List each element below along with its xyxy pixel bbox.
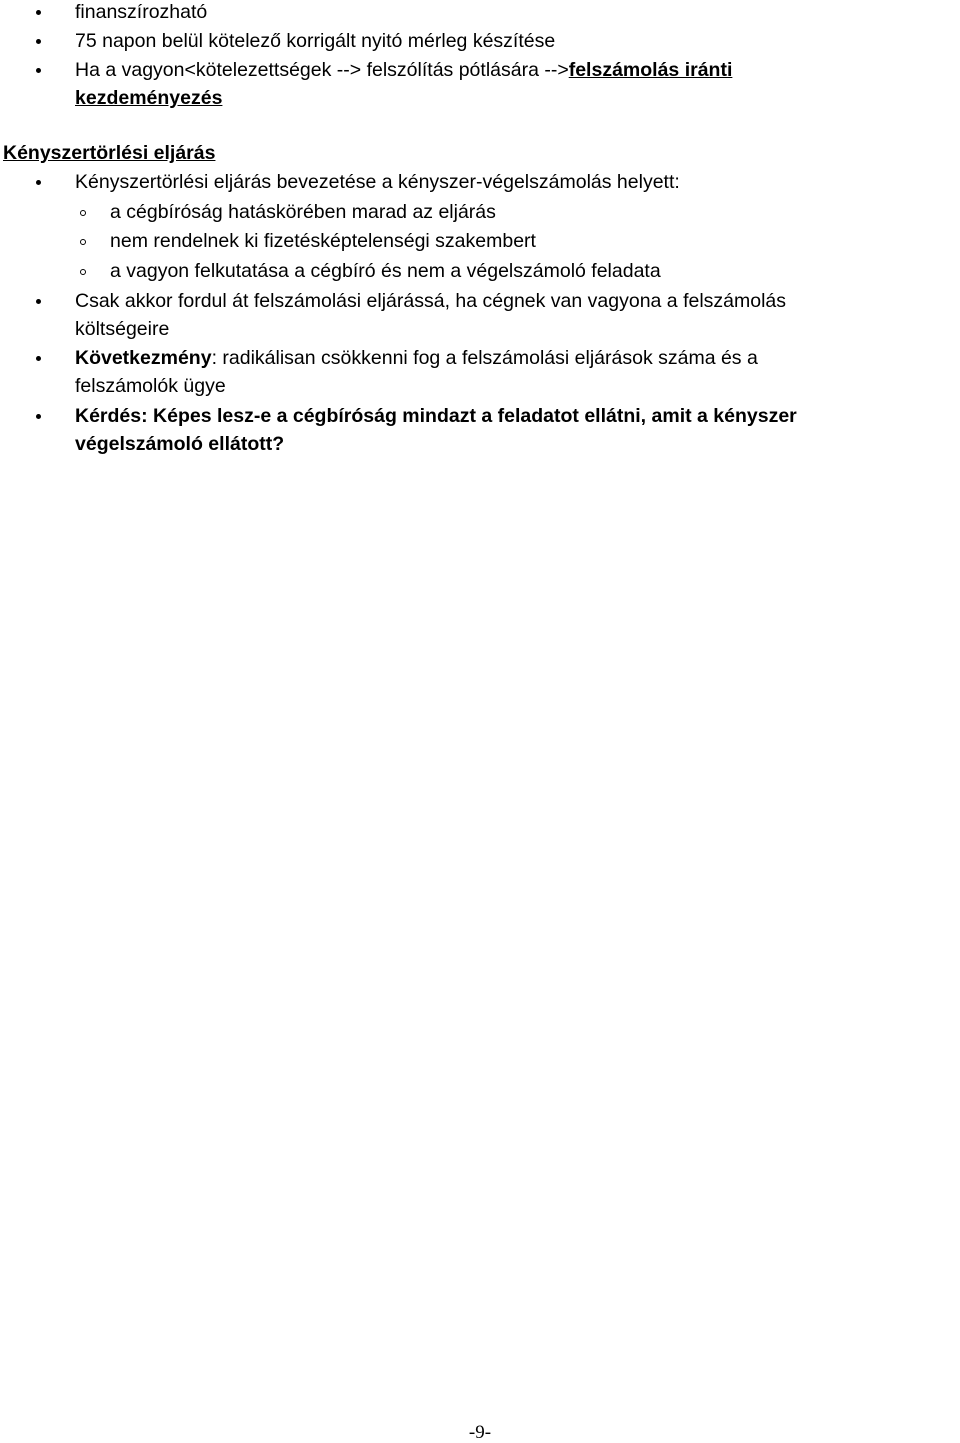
bullet-icon	[36, 10, 41, 15]
bullet-icon	[36, 299, 41, 304]
list-item	[75, 349, 758, 369]
sub-list-item: nem rendelnek ki fizetésképtelenségi szakembert	[110, 230, 536, 252]
list-item-continuation: felszámolók ügye	[75, 375, 226, 397]
list-item: 75 napon belül kötelező korrigált nyitó mérleg készítése	[75, 30, 556, 52]
list-item-continuation: végelszámoló ellátott?	[75, 433, 285, 455]
list-item-emphasis: felszámolás iránti	[568, 59, 733, 81]
list-item: Kérdés: Képes lesz-e a cégbíróság mindazt a feladatot ellátni, amit a kényszer	[75, 405, 797, 427]
sub-list-item: a cégbíróság hatáskörében marad az eljárás	[110, 201, 496, 223]
page-number: -9-	[468, 1422, 492, 1443]
bullet-icon	[36, 414, 41, 419]
sub-bullet-icon	[80, 239, 86, 245]
list-item-emphasis: Következmény	[75, 347, 212, 369]
list-item	[75, 61, 732, 81]
list-item: Csak akkor fordul át felszámolási eljárássá, ha cégnek van vagyona a felszámolás	[75, 290, 787, 312]
list-item-text: : radikálisan csökkenni fog a felszámolási eljárások száma és a	[211, 347, 758, 369]
bullet-icon	[36, 180, 41, 185]
list-item-text: Ha a vagyon<kötelezettségek --> felszólítás pótlására -->	[75, 59, 569, 81]
bullet-icon	[36, 39, 41, 44]
list-item-continuation: kezdeményezés	[75, 87, 223, 109]
bullet-icon	[36, 68, 41, 73]
list-item: finanszírozható	[75, 1, 208, 23]
list-item-continuation: költségeire	[75, 318, 170, 340]
sub-bullet-icon	[80, 210, 86, 216]
section-heading: Kényszertörlési eljárás	[3, 142, 216, 164]
sub-bullet-icon	[80, 269, 86, 275]
bullet-icon	[36, 356, 41, 361]
sub-list-item: a vagyon felkutatása a cégbíró és nem a végelszámoló feladata	[110, 260, 661, 282]
list-item: Kényszertörlési eljárás bevezetése a kényszer-végelszámolás helyett:	[75, 171, 680, 193]
